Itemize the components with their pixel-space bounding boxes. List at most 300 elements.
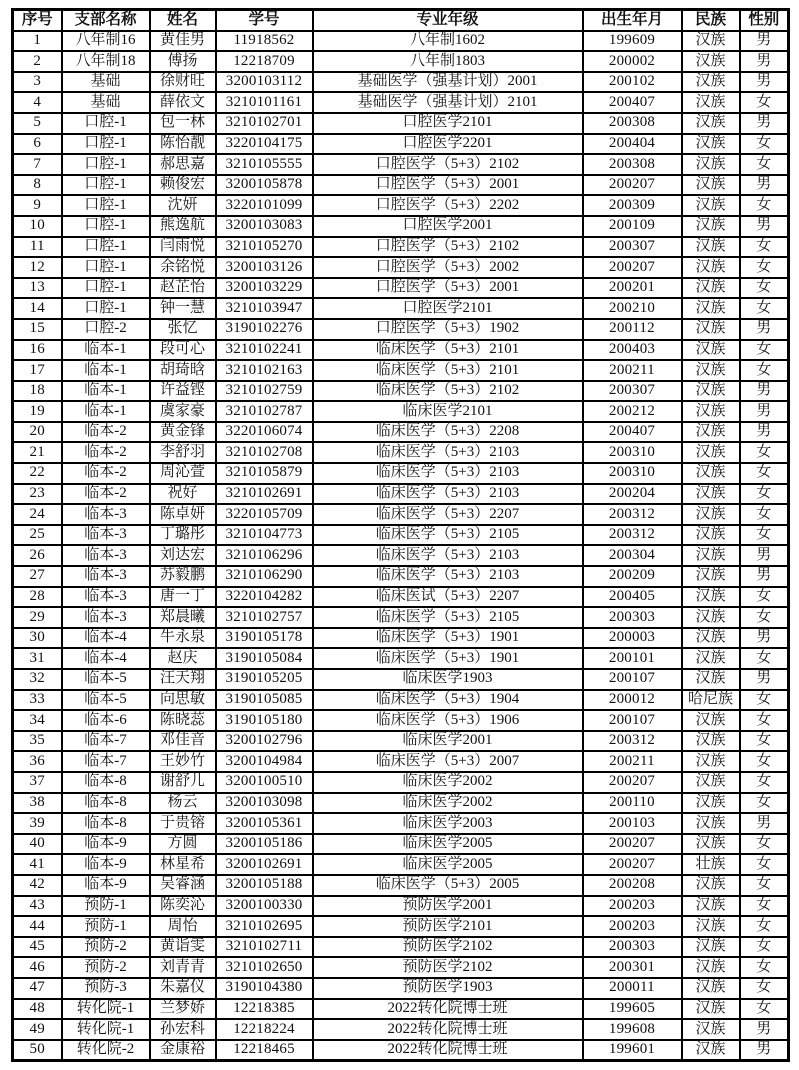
cell-student-id: 3200100510 <box>216 772 313 793</box>
cell-birth-date: 200110 <box>583 793 682 814</box>
cell-birth-date: 200112 <box>583 319 682 340</box>
table-row <box>13 484 789 505</box>
cell-gender: 女 <box>740 298 789 319</box>
cell-index: 39 <box>13 813 62 834</box>
cell-index: 31 <box>13 648 62 669</box>
cell-student-id: 3200102691 <box>216 854 313 875</box>
cell-index: 2 <box>13 51 62 72</box>
cell-birth-date: 200308 <box>583 113 682 134</box>
cell-gender: 女 <box>740 463 789 484</box>
cell-index: 4 <box>13 92 62 113</box>
table-row <box>13 298 789 319</box>
cell-gender: 男 <box>740 175 789 196</box>
cell-gender: 女 <box>740 690 789 711</box>
cell-index: 27 <box>13 566 62 587</box>
cell-birth-date: 200209 <box>583 566 682 587</box>
cell-student-id: 3210102787 <box>216 401 313 422</box>
cell-major-grade: 临床医学2002 <box>313 793 583 814</box>
cell-branch: 口腔-1 <box>62 134 150 155</box>
cell-student-id: 3190105180 <box>216 710 313 731</box>
cell-branch: 临本-9 <box>62 834 150 855</box>
cell-birth-date: 199601 <box>583 1040 682 1061</box>
cell-branch: 转化院-1 <box>62 999 150 1020</box>
cell-index: 30 <box>13 628 62 649</box>
cell-birth-date: 200307 <box>583 237 682 258</box>
cell-gender: 女 <box>740 772 789 793</box>
cell-major-grade: 临床医学（5+3）2103 <box>313 463 583 484</box>
cell-name: 汪天翔 <box>150 669 216 690</box>
cell-ethnicity: 汉族 <box>682 51 740 72</box>
cell-ethnicity: 汉族 <box>682 175 740 196</box>
cell-gender: 女 <box>740 340 789 361</box>
cell-gender: 女 <box>740 504 789 525</box>
header-row <box>13 10 789 31</box>
cell-index: 19 <box>13 401 62 422</box>
cell-birth-date: 200312 <box>583 731 682 752</box>
cell-index: 17 <box>13 360 62 381</box>
cell-name: 刘达宏 <box>150 545 216 566</box>
cell-gender: 女 <box>740 978 789 999</box>
cell-index: 47 <box>13 978 62 999</box>
cell-student-id: 3200103083 <box>216 216 313 237</box>
cell-name: 周沁萱 <box>150 463 216 484</box>
cell-birth-date: 200403 <box>583 340 682 361</box>
column-header-gender: 性别 <box>740 10 789 31</box>
cell-name: 钟一慧 <box>150 298 216 319</box>
cell-birth-date: 200308 <box>583 154 682 175</box>
table-row <box>13 978 789 999</box>
cell-major-grade: 临床医学2005 <box>313 854 583 875</box>
cell-gender: 男 <box>740 566 789 587</box>
cell-student-id: 3200105188 <box>216 875 313 896</box>
cell-name: 朱嘉仪 <box>150 978 216 999</box>
cell-ethnicity: 汉族 <box>682 813 740 834</box>
cell-major-grade: 临床医学（5+3）2007 <box>313 751 583 772</box>
table-row <box>13 216 789 237</box>
cell-name: 赵芷怡 <box>150 278 216 299</box>
cell-name: 胡琦晗 <box>150 360 216 381</box>
cell-birth-date: 199605 <box>583 999 682 1020</box>
cell-index: 33 <box>13 690 62 711</box>
cell-student-id: 12218709 <box>216 51 313 72</box>
cell-student-id: 3200102796 <box>216 731 313 752</box>
cell-branch: 口腔-1 <box>62 216 150 237</box>
cell-ethnicity: 汉族 <box>682 154 740 175</box>
cell-major-grade: 临床医学1903 <box>313 669 583 690</box>
table-row <box>13 1019 789 1040</box>
cell-name: 于贵镕 <box>150 813 216 834</box>
cell-index: 43 <box>13 896 62 917</box>
cell-ethnicity: 汉族 <box>682 72 740 93</box>
column-header-major-grade: 专业年级 <box>313 10 583 31</box>
cell-major-grade: 预防医学2102 <box>313 937 583 958</box>
cell-major-grade: 临床医学（5+3）2208 <box>313 422 583 443</box>
cell-student-id: 3210106290 <box>216 566 313 587</box>
cell-student-id: 3210101161 <box>216 92 313 113</box>
cell-student-id: 3200103098 <box>216 793 313 814</box>
cell-index: 8 <box>13 175 62 196</box>
cell-major-grade: 口腔医学2201 <box>313 134 583 155</box>
cell-name: 薛依文 <box>150 92 216 113</box>
cell-name: 张忆 <box>150 319 216 340</box>
table-row <box>13 607 789 628</box>
cell-birth-date: 200211 <box>583 360 682 381</box>
cell-index: 21 <box>13 442 62 463</box>
table-row <box>13 319 789 340</box>
cell-student-id: 3200103126 <box>216 257 313 278</box>
cell-index: 49 <box>13 1019 62 1040</box>
cell-student-id: 3210102163 <box>216 360 313 381</box>
cell-student-id: 3200100330 <box>216 896 313 917</box>
cell-major-grade: 八年制1803 <box>313 51 583 72</box>
cell-student-id: 3210102691 <box>216 484 313 505</box>
cell-name: 金康裕 <box>150 1040 216 1061</box>
cell-student-id: 3200105186 <box>216 834 313 855</box>
cell-name: 吴睿涵 <box>150 875 216 896</box>
cell-student-id: 3220105709 <box>216 504 313 525</box>
cell-ethnicity: 汉族 <box>682 957 740 978</box>
cell-ethnicity: 汉族 <box>682 916 740 937</box>
cell-index: 28 <box>13 587 62 608</box>
cell-branch: 临本-2 <box>62 463 150 484</box>
cell-ethnicity: 汉族 <box>682 834 740 855</box>
cell-ethnicity: 汉族 <box>682 875 740 896</box>
cell-major-grade: 口腔医学2001 <box>313 216 583 237</box>
cell-gender: 男 <box>740 381 789 402</box>
cell-major-grade: 基础医学（强基计划）2001 <box>313 72 583 93</box>
cell-birth-date: 199608 <box>583 1019 682 1040</box>
cell-name: 赖俊宏 <box>150 175 216 196</box>
cell-major-grade: 口腔医学（5+3）2202 <box>313 195 583 216</box>
cell-branch: 口腔-2 <box>62 319 150 340</box>
cell-index: 42 <box>13 875 62 896</box>
cell-major-grade: 八年制1602 <box>313 31 583 52</box>
cell-ethnicity: 汉族 <box>682 525 740 546</box>
table-row <box>13 690 789 711</box>
cell-ethnicity: 汉族 <box>682 381 740 402</box>
cell-student-id: 3190105205 <box>216 669 313 690</box>
cell-student-id: 3190105085 <box>216 690 313 711</box>
cell-major-grade: 临床医学（5+3）2005 <box>313 875 583 896</box>
cell-branch: 预防-1 <box>62 916 150 937</box>
table-row <box>13 134 789 155</box>
cell-birth-date: 200405 <box>583 587 682 608</box>
cell-branch: 临本-3 <box>62 504 150 525</box>
table-row <box>13 278 789 299</box>
cell-branch: 临本-8 <box>62 793 150 814</box>
column-header-branch: 支部名称 <box>62 10 150 31</box>
cell-ethnicity: 汉族 <box>682 257 740 278</box>
cell-name: 牛永泉 <box>150 628 216 649</box>
table-row <box>13 237 789 258</box>
column-header-student-id: 学号 <box>216 10 313 31</box>
cell-index: 45 <box>13 937 62 958</box>
cell-name: 周怡 <box>150 916 216 937</box>
cell-ethnicity: 汉族 <box>682 896 740 917</box>
cell-major-grade: 2022转化院博士班 <box>313 1019 583 1040</box>
cell-student-id: 11918562 <box>216 31 313 52</box>
student-roster-table <box>11 8 790 1062</box>
cell-index: 12 <box>13 257 62 278</box>
cell-student-id: 3210102708 <box>216 442 313 463</box>
cell-index: 22 <box>13 463 62 484</box>
cell-branch: 口腔-1 <box>62 237 150 258</box>
cell-name: 陈晓蕊 <box>150 710 216 731</box>
cell-index: 48 <box>13 999 62 1020</box>
cell-ethnicity: 汉族 <box>682 278 740 299</box>
cell-name: 余铭悦 <box>150 257 216 278</box>
cell-name: 方圆 <box>150 834 216 855</box>
cell-birth-date: 200303 <box>583 937 682 958</box>
cell-gender: 男 <box>740 72 789 93</box>
cell-index: 20 <box>13 422 62 443</box>
cell-student-id: 3210102241 <box>216 340 313 361</box>
cell-birth-date: 200203 <box>583 916 682 937</box>
cell-branch: 临本-1 <box>62 401 150 422</box>
cell-major-grade: 临床医学（5+3）1901 <box>313 648 583 669</box>
cell-birth-date: 200101 <box>583 648 682 669</box>
cell-gender: 男 <box>740 216 789 237</box>
cell-index: 15 <box>13 319 62 340</box>
cell-index: 25 <box>13 525 62 546</box>
cell-name: 祝好 <box>150 484 216 505</box>
cell-birth-date: 200211 <box>583 751 682 772</box>
cell-name: 赵庆 <box>150 648 216 669</box>
cell-name: 兰梦娇 <box>150 999 216 1020</box>
cell-ethnicity: 汉族 <box>682 92 740 113</box>
table-row <box>13 92 789 113</box>
cell-student-id: 3190104380 <box>216 978 313 999</box>
cell-gender: 女 <box>740 442 789 463</box>
table-row <box>13 710 789 731</box>
cell-gender: 男 <box>740 31 789 52</box>
cell-major-grade: 临床医学2101 <box>313 401 583 422</box>
cell-ethnicity: 汉族 <box>682 319 740 340</box>
cell-gender: 女 <box>740 710 789 731</box>
cell-major-grade: 口腔医学2101 <box>313 113 583 134</box>
cell-gender: 女 <box>740 999 789 1020</box>
cell-name: 杨云 <box>150 793 216 814</box>
cell-name: 陈卓妍 <box>150 504 216 525</box>
table-row <box>13 442 789 463</box>
cell-birth-date: 200207 <box>583 175 682 196</box>
table-row <box>13 175 789 196</box>
cell-ethnicity: 汉族 <box>682 463 740 484</box>
cell-branch: 临本-9 <box>62 875 150 896</box>
table-row <box>13 813 789 834</box>
cell-birth-date: 200207 <box>583 854 682 875</box>
cell-student-id: 3210102695 <box>216 916 313 937</box>
cell-major-grade: 预防医学2001 <box>313 896 583 917</box>
cell-major-grade: 口腔医学（5+3）2102 <box>313 154 583 175</box>
cell-branch: 临本-5 <box>62 669 150 690</box>
cell-index: 5 <box>13 113 62 134</box>
cell-major-grade: 临床医学（5+3）2103 <box>313 442 583 463</box>
cell-major-grade: 临床医试（5+3）2207 <box>313 587 583 608</box>
cell-major-grade: 临床医学2005 <box>313 834 583 855</box>
cell-name: 林星希 <box>150 854 216 875</box>
cell-branch: 临本-2 <box>62 484 150 505</box>
table-row <box>13 360 789 381</box>
cell-ethnicity: 汉族 <box>682 31 740 52</box>
cell-student-id: 3200103229 <box>216 278 313 299</box>
cell-name: 郑晨曦 <box>150 607 216 628</box>
cell-gender: 男 <box>740 545 789 566</box>
cell-branch: 临本-2 <box>62 422 150 443</box>
cell-index: 24 <box>13 504 62 525</box>
cell-major-grade: 口腔医学（5+3）2001 <box>313 175 583 196</box>
cell-birth-date: 200201 <box>583 278 682 299</box>
cell-gender: 女 <box>740 607 789 628</box>
cell-branch: 预防-2 <box>62 937 150 958</box>
cell-ethnicity: 汉族 <box>682 587 740 608</box>
cell-ethnicity: 汉族 <box>682 298 740 319</box>
cell-branch: 临本-3 <box>62 607 150 628</box>
cell-branch: 八年制18 <box>62 51 150 72</box>
cell-student-id: 3210102650 <box>216 957 313 978</box>
cell-major-grade: 基础医学（强基计划）2101 <box>313 92 583 113</box>
cell-name: 陈奕沁 <box>150 896 216 917</box>
cell-index: 23 <box>13 484 62 505</box>
cell-birth-date: 200310 <box>583 463 682 484</box>
cell-ethnicity: 汉族 <box>682 442 740 463</box>
cell-name: 丁璐彤 <box>150 525 216 546</box>
cell-gender: 男 <box>740 628 789 649</box>
cell-major-grade: 口腔医学2101 <box>313 298 583 319</box>
cell-major-grade: 临床医学（5+3）2105 <box>313 607 583 628</box>
cell-index: 1 <box>13 31 62 52</box>
cell-branch: 口腔-1 <box>62 298 150 319</box>
table-row <box>13 772 789 793</box>
cell-student-id: 3210103947 <box>216 298 313 319</box>
cell-birth-date: 200310 <box>583 442 682 463</box>
cell-birth-date: 200207 <box>583 834 682 855</box>
table-row <box>13 154 789 175</box>
cell-branch: 八年制16 <box>62 31 150 52</box>
cell-name: 徐财旺 <box>150 72 216 93</box>
cell-gender: 男 <box>740 669 789 690</box>
cell-index: 38 <box>13 793 62 814</box>
cell-birth-date: 200404 <box>583 134 682 155</box>
cell-birth-date: 200312 <box>583 504 682 525</box>
table-row <box>13 463 789 484</box>
cell-branch: 临本-1 <box>62 340 150 361</box>
cell-index: 16 <box>13 340 62 361</box>
cell-gender: 女 <box>740 957 789 978</box>
table-row <box>13 957 789 978</box>
cell-branch: 预防-3 <box>62 978 150 999</box>
cell-gender: 女 <box>740 257 789 278</box>
cell-index: 26 <box>13 545 62 566</box>
cell-student-id: 3210105879 <box>216 463 313 484</box>
cell-gender: 女 <box>740 834 789 855</box>
cell-ethnicity: 汉族 <box>682 978 740 999</box>
cell-branch: 预防-2 <box>62 957 150 978</box>
table-row <box>13 793 789 814</box>
cell-birth-date: 200407 <box>583 92 682 113</box>
cell-major-grade: 临床医学2003 <box>313 813 583 834</box>
table-row <box>13 628 789 649</box>
cell-student-id: 3190105084 <box>216 648 313 669</box>
table-row <box>13 381 789 402</box>
cell-major-grade: 临床医学（5+3）2105 <box>313 525 583 546</box>
cell-ethnicity: 汉族 <box>682 937 740 958</box>
cell-branch: 转化院-1 <box>62 1019 150 1040</box>
cell-birth-date: 200011 <box>583 978 682 999</box>
table-row <box>13 51 789 72</box>
cell-birth-date: 200012 <box>583 690 682 711</box>
cell-birth-date: 200204 <box>583 484 682 505</box>
cell-branch: 临本-2 <box>62 442 150 463</box>
cell-branch: 转化院-2 <box>62 1040 150 1061</box>
cell-birth-date: 200102 <box>583 72 682 93</box>
cell-ethnicity: 汉族 <box>682 237 740 258</box>
cell-ethnicity: 壮族 <box>682 854 740 875</box>
cell-branch: 口腔-1 <box>62 195 150 216</box>
cell-name: 李舒羽 <box>150 442 216 463</box>
cell-student-id: 3210102711 <box>216 937 313 958</box>
cell-index: 32 <box>13 669 62 690</box>
cell-student-id: 12218224 <box>216 1019 313 1040</box>
cell-branch: 临本-3 <box>62 566 150 587</box>
cell-branch: 临本-8 <box>62 813 150 834</box>
table-row <box>13 195 789 216</box>
cell-branch: 临本-8 <box>62 772 150 793</box>
cell-birth-date: 200109 <box>583 216 682 237</box>
cell-birth-date: 200203 <box>583 896 682 917</box>
cell-major-grade: 预防医学2102 <box>313 957 583 978</box>
cell-branch: 临本-3 <box>62 587 150 608</box>
cell-gender: 女 <box>740 92 789 113</box>
cell-index: 29 <box>13 607 62 628</box>
cell-ethnicity: 汉族 <box>682 1040 740 1061</box>
table-row <box>13 401 789 422</box>
cell-name: 孙宏科 <box>150 1019 216 1040</box>
cell-birth-date: 200207 <box>583 257 682 278</box>
cell-ethnicity: 汉族 <box>682 401 740 422</box>
cell-gender: 女 <box>740 896 789 917</box>
cell-index: 44 <box>13 916 62 937</box>
cell-ethnicity: 汉族 <box>682 710 740 731</box>
cell-ethnicity: 汉族 <box>682 751 740 772</box>
cell-major-grade: 临床医学2001 <box>313 731 583 752</box>
cell-branch: 临本-1 <box>62 381 150 402</box>
cell-name: 段可心 <box>150 340 216 361</box>
cell-major-grade: 2022转化院博士班 <box>313 999 583 1020</box>
cell-birth-date: 200003 <box>583 628 682 649</box>
cell-birth-date: 199609 <box>583 31 682 52</box>
cell-name: 陈怡靓 <box>150 134 216 155</box>
cell-name: 黄金锋 <box>150 422 216 443</box>
cell-gender: 男 <box>740 113 789 134</box>
cell-ethnicity: 汉族 <box>682 669 740 690</box>
cell-major-grade: 临床医学（5+3）2102 <box>313 381 583 402</box>
table-row <box>13 834 789 855</box>
cell-branch: 临本-1 <box>62 360 150 381</box>
cell-student-id: 3210102759 <box>216 381 313 402</box>
cell-birth-date: 200407 <box>583 422 682 443</box>
cell-gender: 女 <box>740 587 789 608</box>
cell-student-id: 3190105178 <box>216 628 313 649</box>
cell-student-id: 12218465 <box>216 1040 313 1061</box>
table-row <box>13 525 789 546</box>
cell-ethnicity: 汉族 <box>682 731 740 752</box>
table-row <box>13 257 789 278</box>
table-row <box>13 1040 789 1061</box>
cell-name: 包一林 <box>150 113 216 134</box>
cell-major-grade: 临床医学（5+3）2103 <box>313 484 583 505</box>
cell-ethnicity: 汉族 <box>682 216 740 237</box>
